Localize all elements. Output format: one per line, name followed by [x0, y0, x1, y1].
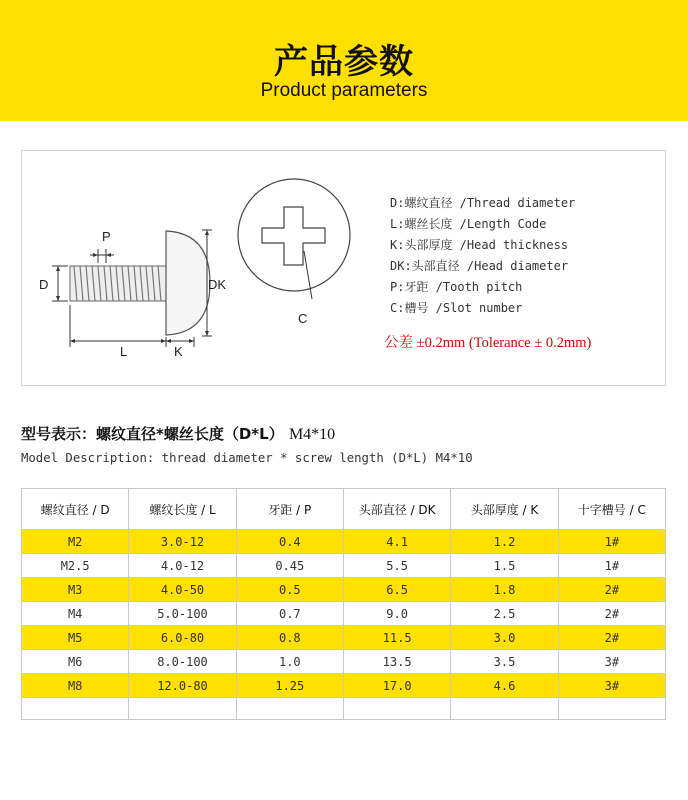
parameters-table: [21, 488, 666, 720]
table-cell: 2#: [558, 602, 665, 626]
table-row: [22, 578, 666, 602]
dimension-legend: [390, 193, 575, 319]
spec-diagram-panel: [21, 150, 666, 386]
table-cell: 0.8: [236, 626, 343, 650]
label-k: K: [174, 344, 183, 359]
table-cell: M6: [22, 650, 129, 674]
table-cell: 2#: [558, 578, 665, 602]
table-row: [22, 530, 666, 554]
table-cell: [343, 698, 450, 720]
table-row: [22, 602, 666, 626]
table-cell: M8: [22, 674, 129, 698]
table-cell: 11.5: [343, 626, 450, 650]
tolerance-note: 公差 ±0.2mm (Tolerance ± 0.2mm): [384, 335, 592, 351]
table-cell: M3: [22, 578, 129, 602]
table-cell: 0.7: [236, 602, 343, 626]
table-cell: M2: [22, 530, 129, 554]
table-row-empty: [22, 698, 666, 720]
legend-item-p: P:牙距 /Tooth pitch: [390, 280, 523, 294]
table-cell: [236, 698, 343, 720]
model-title: [21, 423, 335, 444]
table-cell: 4.0-50: [129, 578, 236, 602]
table-cell: 9.0: [343, 602, 450, 626]
header-pitch: 牙距 / P: [236, 489, 343, 530]
label-dk: DK: [208, 277, 227, 292]
table-cell: 3#: [558, 674, 665, 698]
table-cell: 8.0-100: [129, 650, 236, 674]
label-p: P: [102, 229, 111, 244]
table-cell: 12.0-80: [129, 674, 236, 698]
header-thread-diameter: 螺纹直径 / D: [22, 489, 129, 530]
table-row: [22, 650, 666, 674]
label-c: C: [298, 311, 308, 326]
table-cell: 13.5: [343, 650, 450, 674]
table-cell: 1.5: [451, 554, 558, 578]
legend-item-k: K:头部厚度 /Head thickness: [390, 238, 569, 252]
table-row: [22, 554, 666, 578]
table-cell: 1#: [558, 530, 665, 554]
legend-item-c: C:槽号 /Slot number: [390, 301, 523, 315]
table-cell: 5.5: [343, 554, 450, 578]
table-cell: 0.5: [236, 578, 343, 602]
model-description: Model Description: thread diameter * screw length (D*L) M4*10: [21, 451, 473, 465]
legend-item-d: D:螺纹直径 /Thread diameter: [390, 196, 576, 210]
table-cell: 3#: [558, 650, 665, 674]
screw-head-illustration: [166, 231, 210, 335]
table-cell: 2.5: [451, 602, 558, 626]
header-banner: [0, 0, 688, 121]
legend-item-dk: DK:头部直径 /Head diameter: [390, 259, 569, 273]
table-cell: 0.4: [236, 530, 343, 554]
table-cell: 1.25: [236, 674, 343, 698]
table-cell: 2#: [558, 626, 665, 650]
page-subtitle: Product parameters: [260, 80, 428, 101]
model-title-code: M4*10: [288, 426, 336, 443]
page-title: 产品参数: [274, 42, 414, 82]
table-cell: M2.5: [22, 554, 129, 578]
table-cell: 3.0-12: [129, 530, 236, 554]
table-cell: 1.8: [451, 578, 558, 602]
table-cell: 6.5: [343, 578, 450, 602]
header-slot-number: 十字槽号 / C: [558, 489, 665, 530]
table-cell: 4.0-12: [129, 554, 236, 578]
table-cell: 4.6: [451, 674, 558, 698]
legend-item-l: L:螺丝长度 /Length Code: [390, 217, 547, 231]
table-cell: 1.2: [451, 530, 558, 554]
table-cell: 1#: [558, 554, 665, 578]
table-cell: [22, 698, 129, 720]
header-head-diameter: 头部直径 / DK: [343, 489, 450, 530]
table-cell: 3.5: [451, 650, 558, 674]
table-cell: 5.0-100: [129, 602, 236, 626]
table-cell: [451, 698, 558, 720]
table-cell: 4.1: [343, 530, 450, 554]
table-cell: M5: [22, 626, 129, 650]
label-l: L: [120, 344, 128, 359]
table-cell: [129, 698, 236, 720]
table-header-row: [22, 489, 666, 530]
table-row: [22, 674, 666, 698]
table-cell: 3.0: [451, 626, 558, 650]
header-length: 螺纹长度 / L: [129, 489, 236, 530]
header-head-thickness: 头部厚度 / K: [451, 489, 558, 530]
screw-thread-illustration: [70, 266, 166, 301]
label-d: D: [39, 277, 49, 292]
table-cell: [558, 698, 665, 720]
model-title-prefix: 型号表示：螺纹直径*螺丝长度（D*L）: [21, 425, 284, 443]
screw-diagram: [22, 151, 382, 385]
table-row: [22, 626, 666, 650]
table-cell: M4: [22, 602, 129, 626]
table-cell: 1.0: [236, 650, 343, 674]
table-cell: 6.0-80: [129, 626, 236, 650]
table-cell: 17.0: [343, 674, 450, 698]
table-cell: 0.45: [236, 554, 343, 578]
